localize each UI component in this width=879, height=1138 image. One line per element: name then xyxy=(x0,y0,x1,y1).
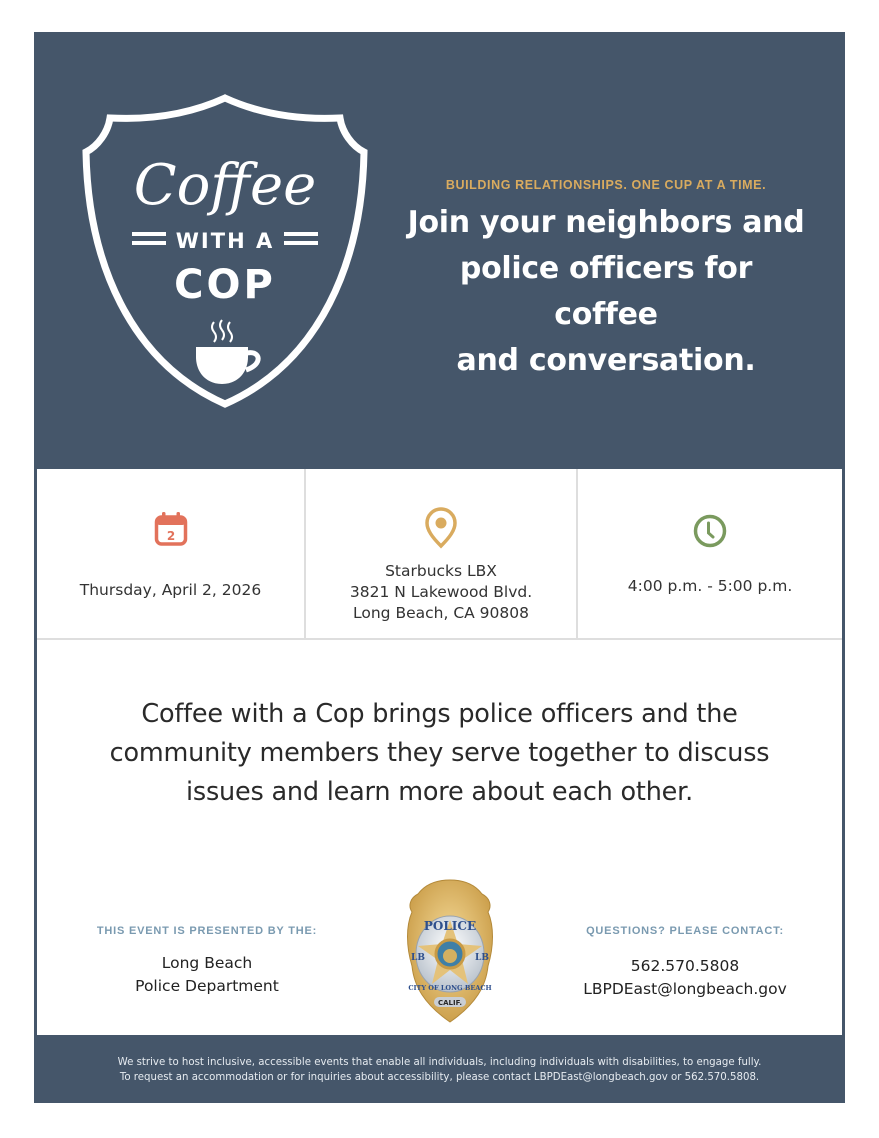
svg-text:2: 2 xyxy=(166,529,175,543)
time-cell xyxy=(578,469,842,638)
flyer xyxy=(34,32,845,1103)
date-cell xyxy=(37,469,306,638)
headline: Join your neighbors and police officers for coffee and conversation. xyxy=(407,205,805,378)
contact-email[interactable]: LBPDEast@longbeach.gov xyxy=(583,980,787,998)
header-banner xyxy=(34,32,845,469)
svg-text:CALIF.: CALIF. xyxy=(437,999,463,1007)
presenter-label: THIS EVENT IS PRESENTED BY THE: xyxy=(96,925,318,937)
svg-text:CITY OF LONG BEACH: CITY OF LONG BEACH xyxy=(408,984,492,992)
contact-info xyxy=(555,955,815,1001)
accessibility-statement: We strive to host inclusive, accessible events that enable all individuals, including individuals with disabilities, to engage fully. To request an accommodation or for inquiries about accessibility, please contact LBPDEast@longbeach.gov or 562.570.5808. xyxy=(117,1057,762,1083)
svg-text:POLICE: POLICE xyxy=(423,919,477,933)
svg-text:Coffee: Coffee xyxy=(133,153,317,218)
location-cell xyxy=(306,469,578,638)
content-area xyxy=(37,469,842,1035)
clock-icon xyxy=(693,514,727,548)
tagline: BUILDING RELATIONSHIPS. ONE CUP AT A TIME. xyxy=(445,178,767,192)
accessibility-footer xyxy=(34,1038,845,1103)
coffee-with-a-cop-logo xyxy=(80,92,370,412)
svg-text:LB: LB xyxy=(411,953,425,963)
presenter-name: Long Beach Police Department xyxy=(135,954,279,995)
svg-text:COP: COP xyxy=(174,262,276,308)
contact-phone[interactable]: 562.570.5808 xyxy=(630,957,740,975)
svg-text:LB: LB xyxy=(475,953,489,963)
event-date: Thursday, April 2, 2026 xyxy=(79,581,262,599)
event-time: 4:00 p.m. - 5:00 p.m. xyxy=(627,577,793,595)
map-pin-icon xyxy=(424,507,458,549)
calendar-icon xyxy=(154,511,188,547)
event-details xyxy=(37,469,842,640)
contact-label: QUESTIONS? PLEASE CONTACT: xyxy=(586,925,784,937)
svg-text:WITH A: WITH A xyxy=(175,229,275,253)
police-badge-icon xyxy=(404,876,496,1026)
coffee-cup-icon xyxy=(196,320,258,384)
event-location: Starbucks LBX 3821 N Lakewood Blvd. Long Beach, CA 90808 xyxy=(349,562,533,622)
event-description: Coffee with a Cop brings police officers and the community members they serve together to discuss issues and learn more about each other. xyxy=(109,699,770,807)
